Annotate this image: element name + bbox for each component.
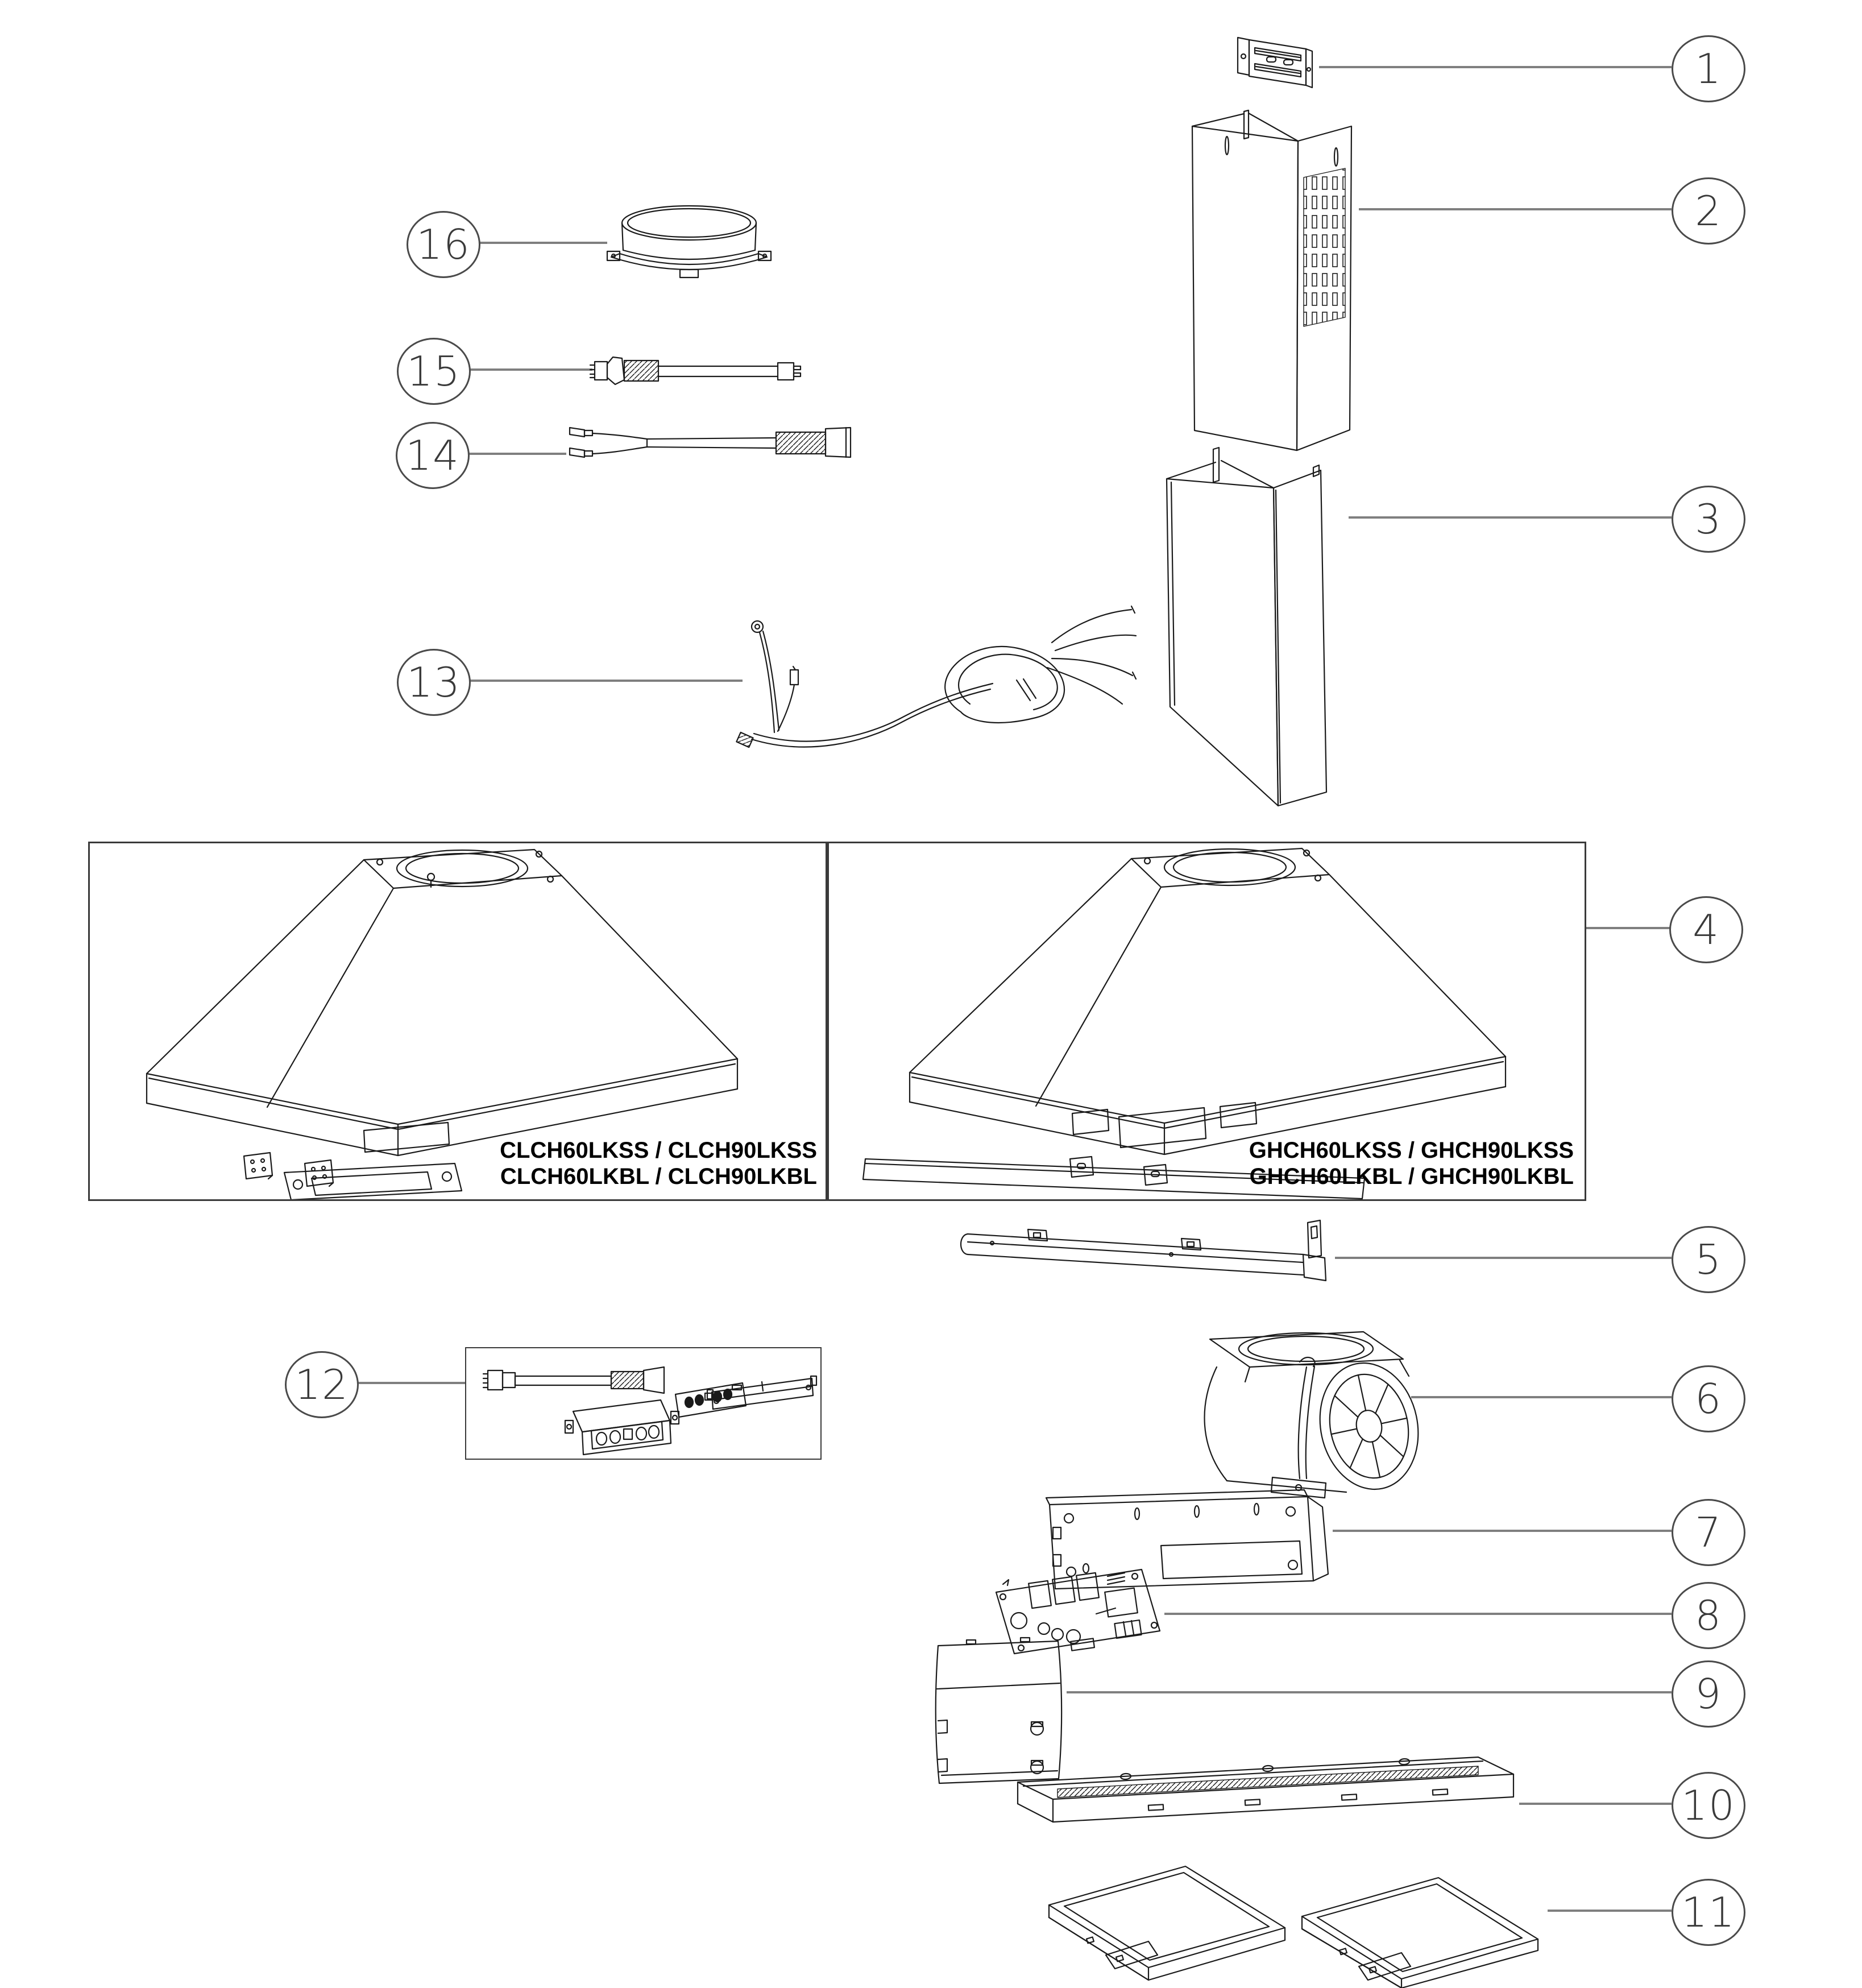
part-13-wiring-harness	[736, 606, 1136, 747]
callout-2: 2	[1672, 177, 1745, 245]
part-11-grease-filter-right	[1302, 1878, 1538, 1988]
part-5-trim-bar	[961, 1220, 1326, 1281]
part-14-power-cable	[570, 428, 851, 457]
callout-14: 14	[396, 422, 470, 489]
callout-5: 5	[1672, 1226, 1745, 1293]
part-6-blower-assembly	[1205, 1332, 1430, 1498]
part-1-mounting-bracket	[1238, 38, 1312, 88]
accessory-kit-box	[465, 1347, 822, 1460]
callout-4: 4	[1669, 896, 1743, 963]
callout-6: 6	[1672, 1365, 1745, 1432]
model-label-clch	[447, 1137, 817, 1190]
callout-9: 9	[1672, 1660, 1745, 1728]
model-line: CLCH60LKSS / CLCH90LKSS	[500, 1138, 817, 1163]
callout-1: 1	[1672, 35, 1745, 102]
model-line: GHCH60LKSS / GHCH90LKSS	[1249, 1138, 1574, 1163]
part-16-duct-adapter	[607, 206, 771, 278]
part-3-lower-chimney	[1167, 448, 1326, 806]
model-line: CLCH60LKBL / CLCH90LKBL	[500, 1164, 817, 1189]
callout-10: 10	[1672, 1772, 1745, 1839]
callout-13: 13	[397, 649, 471, 716]
callout-12: 12	[285, 1351, 359, 1418]
part-11-grease-filter-left	[1049, 1866, 1285, 1980]
callout-16: 16	[407, 211, 480, 278]
part-10-bottom-tray	[1018, 1757, 1513, 1822]
callout-11: 11	[1672, 1879, 1745, 1946]
model-line: GHCH60LKBL / GHCH90LKBL	[1249, 1164, 1574, 1189]
callout-15: 15	[397, 338, 471, 405]
part-15-connector-cable	[590, 357, 801, 384]
callout-7: 7	[1672, 1499, 1745, 1566]
part-2-upper-chimney	[1192, 110, 1351, 450]
model-label-ghch	[1204, 1137, 1574, 1190]
callout-8: 8	[1672, 1582, 1745, 1649]
callout-3: 3	[1672, 486, 1745, 553]
part-9-cover	[936, 1638, 1061, 1783]
